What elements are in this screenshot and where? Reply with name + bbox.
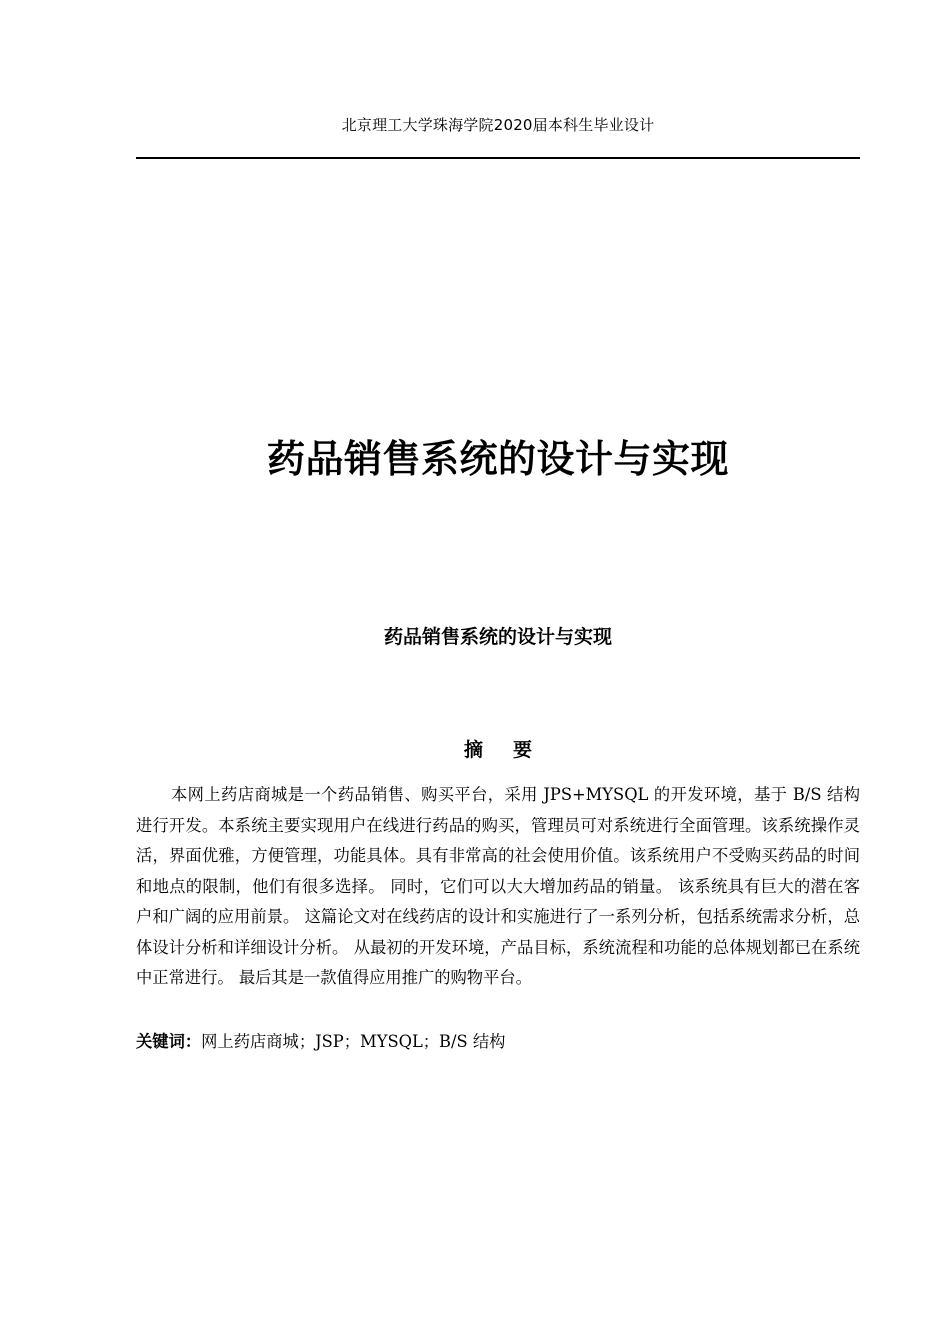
abstract-title: 药品销售系统的设计与实现 [383,626,612,648]
header-rule [136,157,860,159]
keywords-label: 关键词： [136,1032,202,1051]
running-header: 北京理工大学珠海学院2020届本科生毕业设计 [341,116,655,134]
abstract-heading: 摘要 [463,739,562,761]
page-title: 药品销售系统的设计与实现 [266,437,729,481]
abstract-body: 本网上药店商城是一个药品销售、购买平台，采用 JPS+MYSQL 的开发环境，基于 B/S 结构进行开发。本系统主要实现用户在线进行药品的购买，管理员可对系统进行全面管理。该系统操作灵活，界面优雅，方便管理，功能具体。具有非常高的社会使用价值。该系统用户不受购买药品的时间和地点的限制，他们有很多选择。 同时，它们可以大大增加药品的销量。 该系统具有巨大的潜在客户和广阔的应用前景。 这篇论文对在线药店的设计和实施进行了一系列分析，包括系统需求分析，总体设计分析和详细设计分析。 从最初的开发环境，产品目标，系统流程和功能的总体规划都已在系统中正常进行。 最后其是一款值得应用推广的购物平台。 [136,785,860,987]
keywords-line [136,1027,860,1057]
keywords-value: 网上药店商城；JSP；MYSQL；B/S 结构 [201,1032,506,1051]
